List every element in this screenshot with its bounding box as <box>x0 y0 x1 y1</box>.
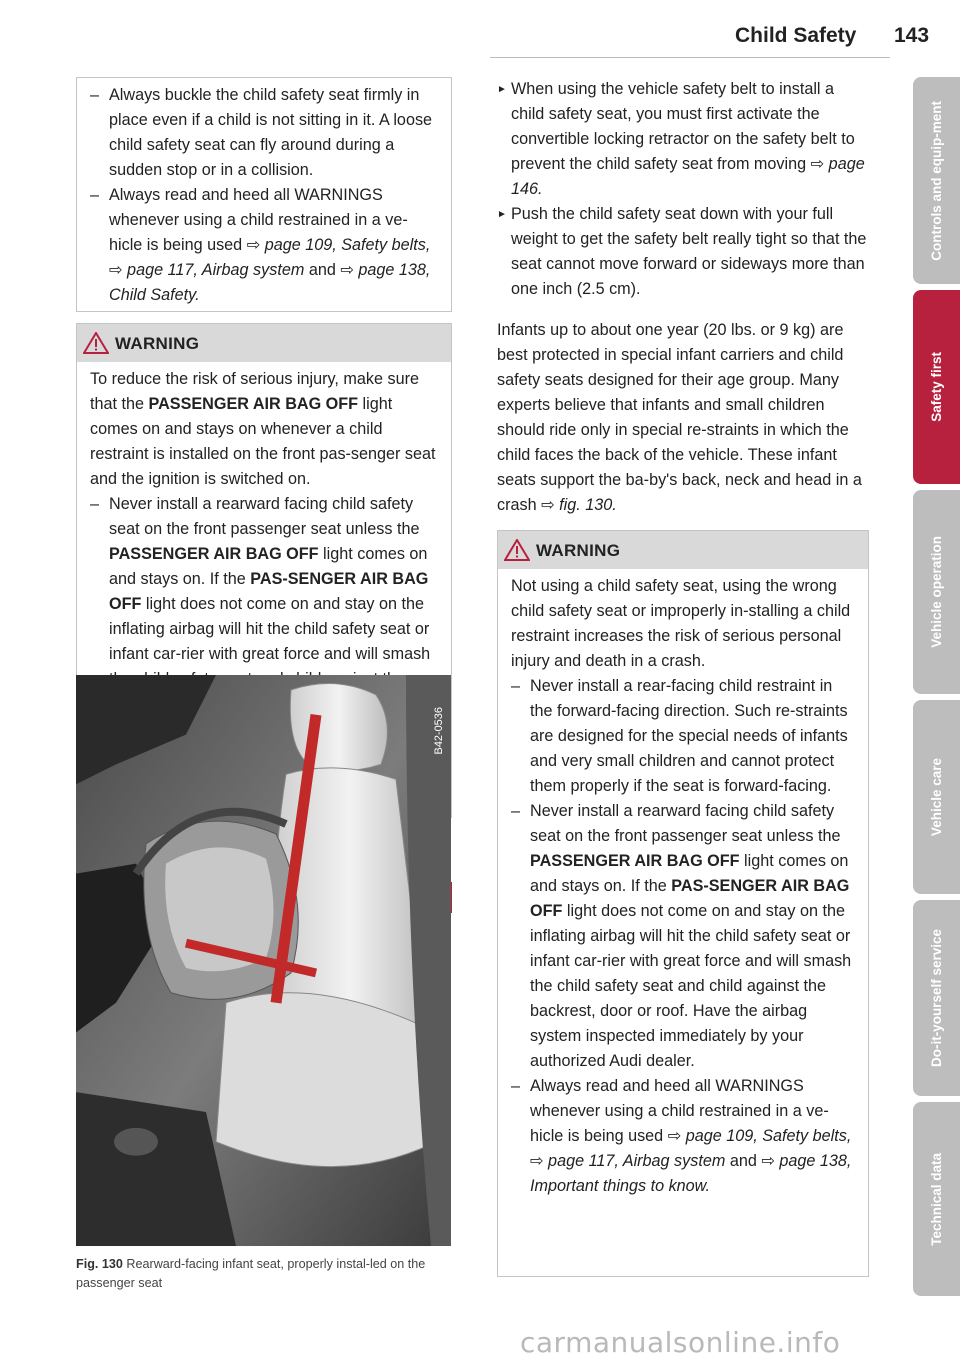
header-rule <box>490 57 890 58</box>
note-box-top <box>76 77 452 312</box>
figure-label: Fig. 130 <box>76 1257 123 1271</box>
list-item: – Always read and heed all WARNINGS whenever using a child restrained in a ve-hicle is being used ⇨ page 109, Safety belts, ⇨ page 117, Airbag system and ⇨ page 138, Important things to know. <box>511 1074 855 1199</box>
list-item: – Never install a rearward facing child safety seat on the front passenger seat unless the PASSENGER AIR BAG OFF light comes on and stays on. If the PAS-SENGER AIR BAG OFF light does not come on and stay on the inflating airbag will hit the child safety seat or infant car-rier with great force and will smash <box>90 492 438 767</box>
tab-technical-data[interactable]: Technical data <box>913 1102 960 1296</box>
tab-vehicle-care[interactable]: Vehicle care <box>913 700 960 894</box>
cross-reference[interactable]: ⇨ page 117, Airbag system <box>109 261 305 279</box>
figure-caption: Fig. 130 Rearward-facing infant seat, properly instal-led on the passenger seat <box>76 1257 426 1290</box>
list-item: ► Push the child safety seat down with your full weight to get the safety belt really tight so that the seat cannot move forward or sideways more than one inch (2.5 cm). <box>497 202 869 302</box>
instructions-list <box>497 77 869 518</box>
cross-reference[interactable]: ⇨ page 117, Airbag system <box>530 1152 726 1170</box>
watermark: carmanualsonline.info <box>520 1326 841 1359</box>
tab-do-it-yourself-service[interactable]: Do-it-yourself service <box>913 900 960 1096</box>
cross-reference[interactable]: ⇨ page 109, Safety belts, <box>667 1127 852 1145</box>
list-item: – Never install a rearward facing child safety seat on the front passenger seat unless the PASSENGER AIR BAG OFF light comes on and stays on. If the PAS-SENGER AIR BAG OFF light does not come on and stay on the inflating airbag will hit the child safety seat or infant car-rier with great force and will smash the child safety seat and child against the backrest, door or roof. Have the airbag system inspected immediately by your authorized Audi dealer. <box>511 799 855 1074</box>
list-item: – Always buckle the child safety seat firmly in place even if a child is not sitting in it. A loose child safety seat can fly around during a sudden stop or in a collision. <box>90 83 438 183</box>
warning-header <box>498 531 868 569</box>
warning-box-right <box>497 530 869 1277</box>
warning-header <box>77 324 451 362</box>
warning-paragraph: To reduce the risk of serious injury, make sure that the PASSENGER AIR BAG OFF light comes on and stays on whenever a child restraint is installed on the front pas-senger seat and the ignition is switched on. <box>90 370 436 488</box>
cross-reference[interactable]: ⇨ page 109, Safety belts, <box>246 236 431 254</box>
page-number: 143 <box>894 24 930 47</box>
warning-paragraph: Not using a child safety seat, using the wrong child safety seat or improperly in-stalling a child restraint increases the risk of serious personal injury and death in a crash. <box>511 577 851 670</box>
body-paragraph: Infants up to about one year (20 lbs. or 9 kg) are best protected in special infant carriers and child safety seats designed for their age group. Many experts believe that infants and small children should ride only in special re-straints in which the child faces the back of the vehicle. These infant seats support the ba-by's back, neck and head in a crash ⇨ fig. 130. <box>497 321 862 514</box>
list-item: – Never install a rear-facing child restraint in the forward-facing direction. Such re-straints are designed for the special needs of infants and very small children and cannot protect them properly if the seat is forward-facing. <box>511 674 855 799</box>
infant-seat-illustration <box>76 675 451 1249</box>
warning-triangle-icon <box>83 332 109 354</box>
tab-safety-first[interactable]: Safety first <box>913 290 960 484</box>
warning-triangle-icon <box>504 539 530 561</box>
cross-reference[interactable]: ⇨ fig. 130. <box>541 496 617 514</box>
tab-vehicle-operation[interactable]: Vehicle operation <box>913 490 960 694</box>
cross-reference[interactable]: ⇨ page 138, Child Safety. <box>109 261 431 304</box>
cross-reference[interactable]: ⇨ page 138, Important things to know. <box>530 1152 852 1195</box>
figure-code: B42-0536 <box>432 707 446 755</box>
figure-130 <box>76 675 451 1253</box>
warning-label: WARNING <box>115 333 200 353</box>
warning-label: WARNING <box>536 540 621 560</box>
list-item: – Always read and heed all WARNINGS whenever using a child restrained in a ve-hicle is being used ⇨ page 109, Safety belts, ⇨ page 117, Airbag system and ⇨ page 138, Child Safety. <box>90 183 438 308</box>
header-title: Child Safety <box>735 24 857 47</box>
cross-reference[interactable]: ⇨ page 146. <box>511 155 865 198</box>
list-item: ► When using the vehicle safety belt to install a child safety seat, you must first activate the convertible locking retractor on the safety belt to prevent the child safety seat from moving ⇨ page 146. <box>497 77 869 202</box>
tab-controls-and-equipment[interactable]: Controls and equip-ment <box>913 77 960 284</box>
